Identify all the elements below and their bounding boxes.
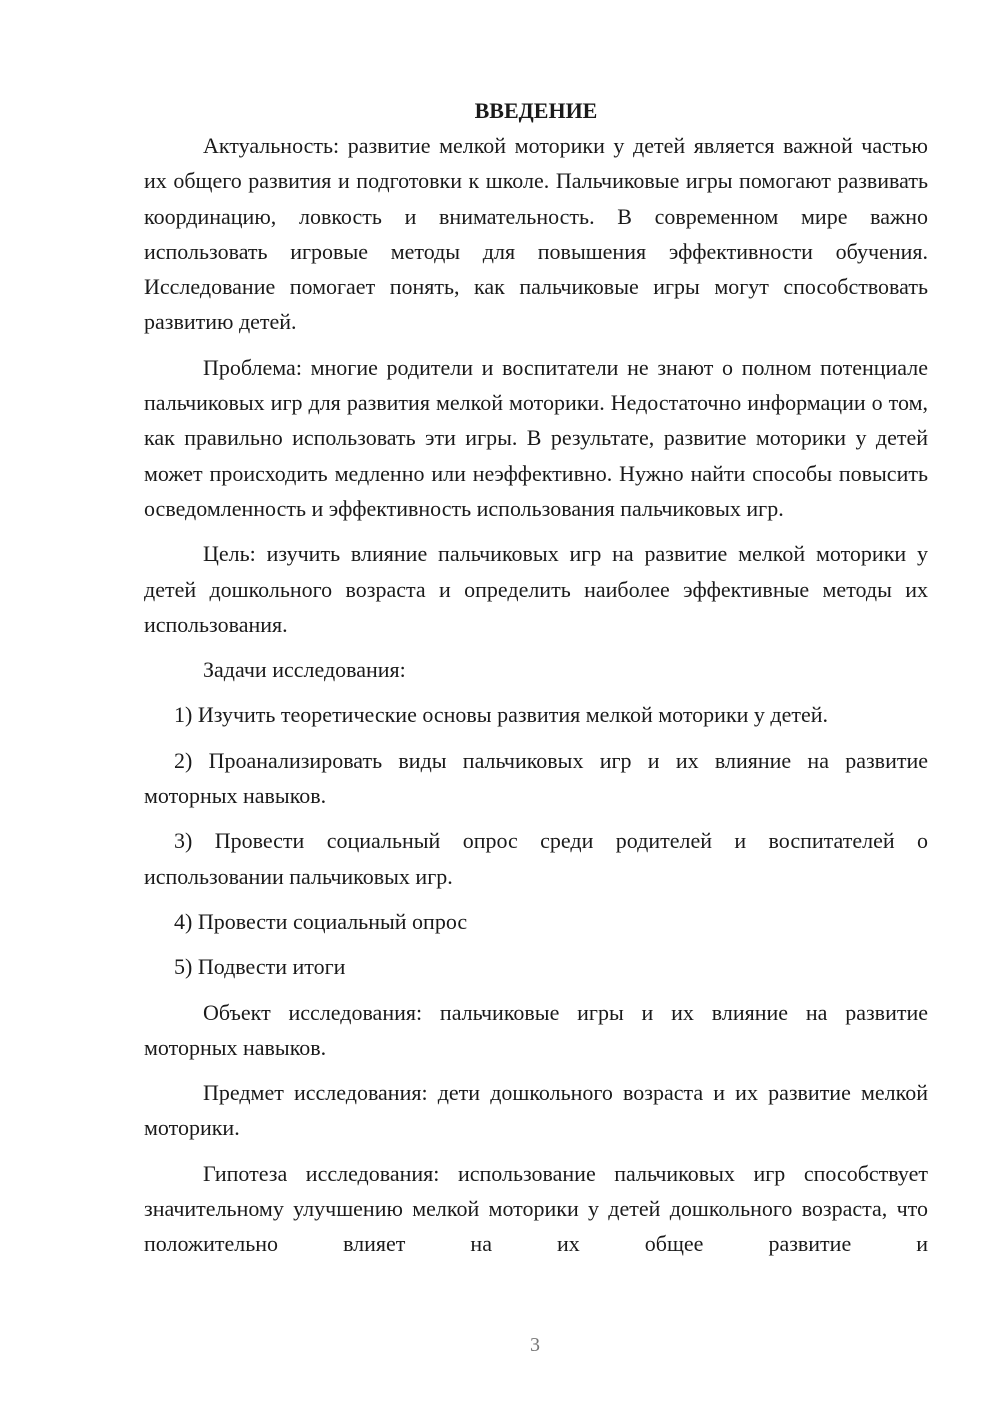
list-item: 1) Изучить теоретические основы развития мелкой моторики у детей. — [174, 702, 829, 728]
problem-paragraph: Проблема: многие родители и воспитатели не знают о полном потенциале пальчиковых игр для развития мелкой моторики. Недостаточно информации о том, как правильно использовать эти игры. В результате, развитие моторики у детей может происходить медленно или неэффективно. Нужно найти способы повысить осведомленность и эффективность использования пальчиковых игр. — [144, 354, 928, 521]
subject-paragraph: Предмет исследования: дети дошкольного возраста и их развитие мелкой моторики. — [144, 1080, 928, 1141]
tasks-list — [144, 697, 928, 984]
relevance-paragraph: Актуальность: развитие мелкой моторики у детей является важной частью их общего развития и подготовки к школе. Пальчиковые игры помогают развивать координацию, ловкость и внимательность. В современном мире важно использовать игровые методы для повышения эффективности обучения. Исследование помогает понять, как пальчиковые игры могут способствовать развитию детей. — [144, 133, 928, 335]
object-paragraph: Объект исследования: пальчиковые игры и их влияние на развитие моторных навыков. — [144, 999, 928, 1060]
list-item: 2) Проанализировать виды пальчиковых игр и их влияние на развитие моторных навыков. — [144, 747, 928, 809]
tasks-title: Задачи исследования: — [203, 657, 406, 683]
list-item: 4) Провести социальный опрос — [174, 908, 468, 934]
page-number: 3 — [530, 1334, 540, 1356]
page-title: ВВЕДЕНИЕ — [474, 98, 598, 123]
goal-paragraph: Цель: изучить влияние пальчиковых игр на развитие мелкой моторики у детей дошкольного возраста и определить наиболее эффективные методы их использования. — [144, 541, 928, 637]
hypothesis-paragraph: Гипотеза исследования: использование пальчиковых игр способствует значительному улучшению мелкой моторики у детей дошкольного возраста, что положительно влияет на их общее развитие и — [144, 1160, 928, 1257]
list-item: 3) Провести социальный опрос среди родителей и воспитателей о использовании пальчиковых игр. — [144, 828, 928, 889]
document-page — [144, 93, 928, 1262]
list-item: 5) Подвести итоги — [174, 954, 346, 980]
